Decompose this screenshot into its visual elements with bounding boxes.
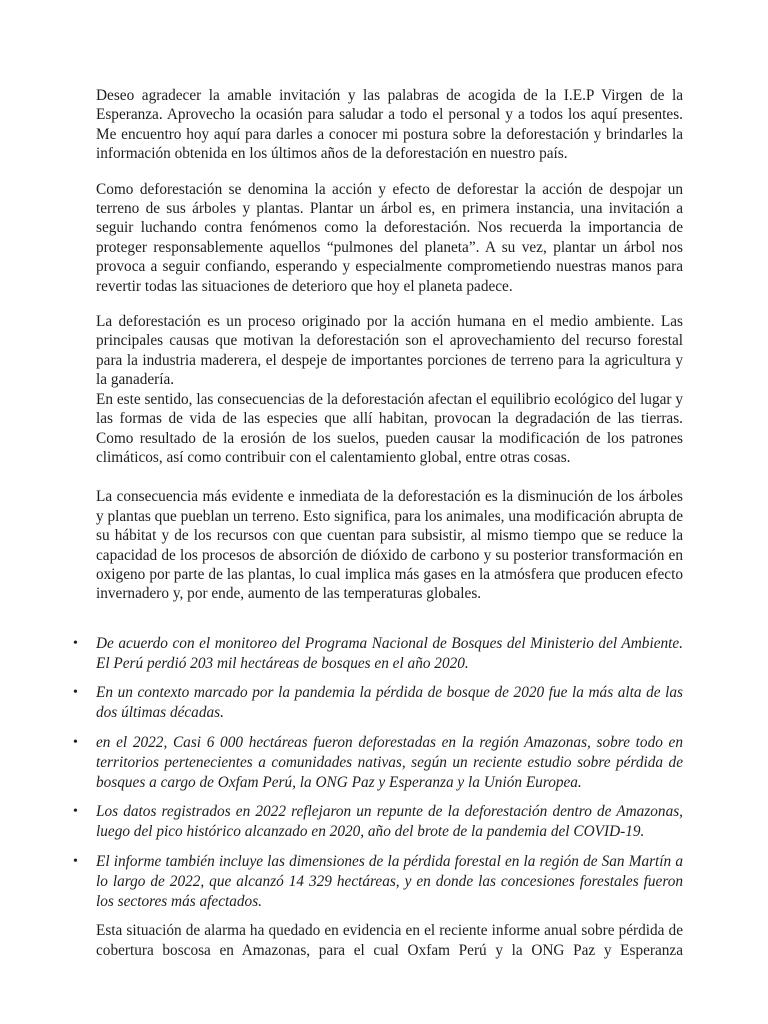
bullet-item-text: en el 2022, Casi 6 000 hectáreas fueron deforestadas en la región Amazonas, sobre todo en territorios pertenecientes a comunidades nativas, según un reciente estudio sobre pérdida de bosques a cargo de Oxfam Perú, la ONG Paz y Esperanza y la Unión Europea.	[96, 733, 683, 791]
paragraph-definition: Como deforestación se denomina la acción y efecto de deforestar la acción de despojar un terreno de sus árboles y plantas. Plantar un árbol es, en primera instancia, una invitación a seguir luchando contra fenómenos como la deforestación. Nos recuerda la importancia de proteger responsablemente aquellos “pulmones del planeta”. A su vez, plantar un árbol nos provoca a seguir confiando, esperando y especialmente comprometiendo nuestras manos para revertir todas las situaciones de deterioro que hoy el planeta padece.	[96, 180, 683, 295]
paragraph-causes: La deforestación es un proceso originado por la acción humana en el medio ambiente. Las principales causas que motivan la deforestación son el aprovechamiento del recurso forestal para la industria maderera, el despeje de importantes porciones de terreno para la agricultura y la ganadería.	[96, 313, 683, 389]
bullet-icon: •	[73, 804, 78, 820]
paragraph-effects: La consecuencia más evidente e inmediata de la deforestación es la disminución de los árboles y plantas que pueblan un terreno. Esto significa, para los animales, una modificación abrupta de su hábitat y de los recursos con que cuentan para subsistir, al mismo tiempo que se reduce la capacidad de los procesos de absorción de dióxido de carbono y su posterior transformación en oxigeno por parte de las plantas, lo cual implica más gases en la atmósfera que producen efecto invernadero y, por ende, aumento de las temperaturas globales.	[96, 488, 683, 603]
bullet-list	[70, 634, 683, 912]
document-content	[73, 86, 683, 960]
list-item	[70, 802, 683, 842]
bullet-icon: •	[73, 734, 78, 750]
bullet-item-text: De acuerdo con el monitoreo del Programa Nacional de Bosques del Ministerio del Ambiente. El Perú perdió 203 mil hectáreas de bosques en el año 2020.	[96, 634, 683, 672]
list-item	[70, 634, 683, 674]
bullet-item-text: Los datos registrados en 2022 reflejaron un repunte de la deforestación dentro de Amazonas, luego del pico histórico alcanzado en 2020, año del brote de la pandemia del COVID-19.	[96, 803, 683, 841]
bullet-item-text: En un contexto marcado por la pandemia la pérdida de bosque de 2020 fue la más alta de las dos últimas décadas.	[96, 684, 683, 722]
list-item	[70, 852, 683, 911]
bullet-icon: •	[73, 685, 78, 701]
list-item	[70, 733, 683, 792]
paragraph-consequences: En este sentido, las consecuencias de la deforestación afectan el equilibrio ecológico del lugar y las formas de vida de las especies que allí habitan, provocan la degradación de las tierras. Como resultado de la erosión de los suelos, pueden causar la modificación de los patrones climáticos, así como contribuir con el calentamiento global, entre otras cosas.	[96, 390, 683, 466]
bullet-item-text: El informe también incluye las dimensiones de la pérdida forestal en la región de San Martín a lo largo de 2022, que alcanzó 14 329 hectáreas, y en donde las concesiones forestales fueron los sectores más afectados.	[96, 852, 683, 910]
paragraph-greeting: Deseo agradecer la amable invitación y las palabras de acogida de la I.E.P Virgen de la Esperanza. Aprovecho la ocasión para saludar a todo el personal y a todos los aquí presentes. Me encuentro hoy aquí para darles a conocer mi postura sobre la deforestación y brindarles la información obtenida en los últimos años de la deforestación en nuestro país.	[96, 87, 683, 163]
list-item	[70, 683, 683, 723]
paragraph-closing: Esta situación de alarma ha quedado en evidencia en el reciente informe anual sobre pérdida de cobertura boscosa en Amazonas, para el cual Oxfam Perú y la ONG Paz y Esperanza	[96, 922, 683, 959]
bullet-icon: •	[73, 853, 78, 869]
bullet-icon: •	[73, 635, 78, 651]
